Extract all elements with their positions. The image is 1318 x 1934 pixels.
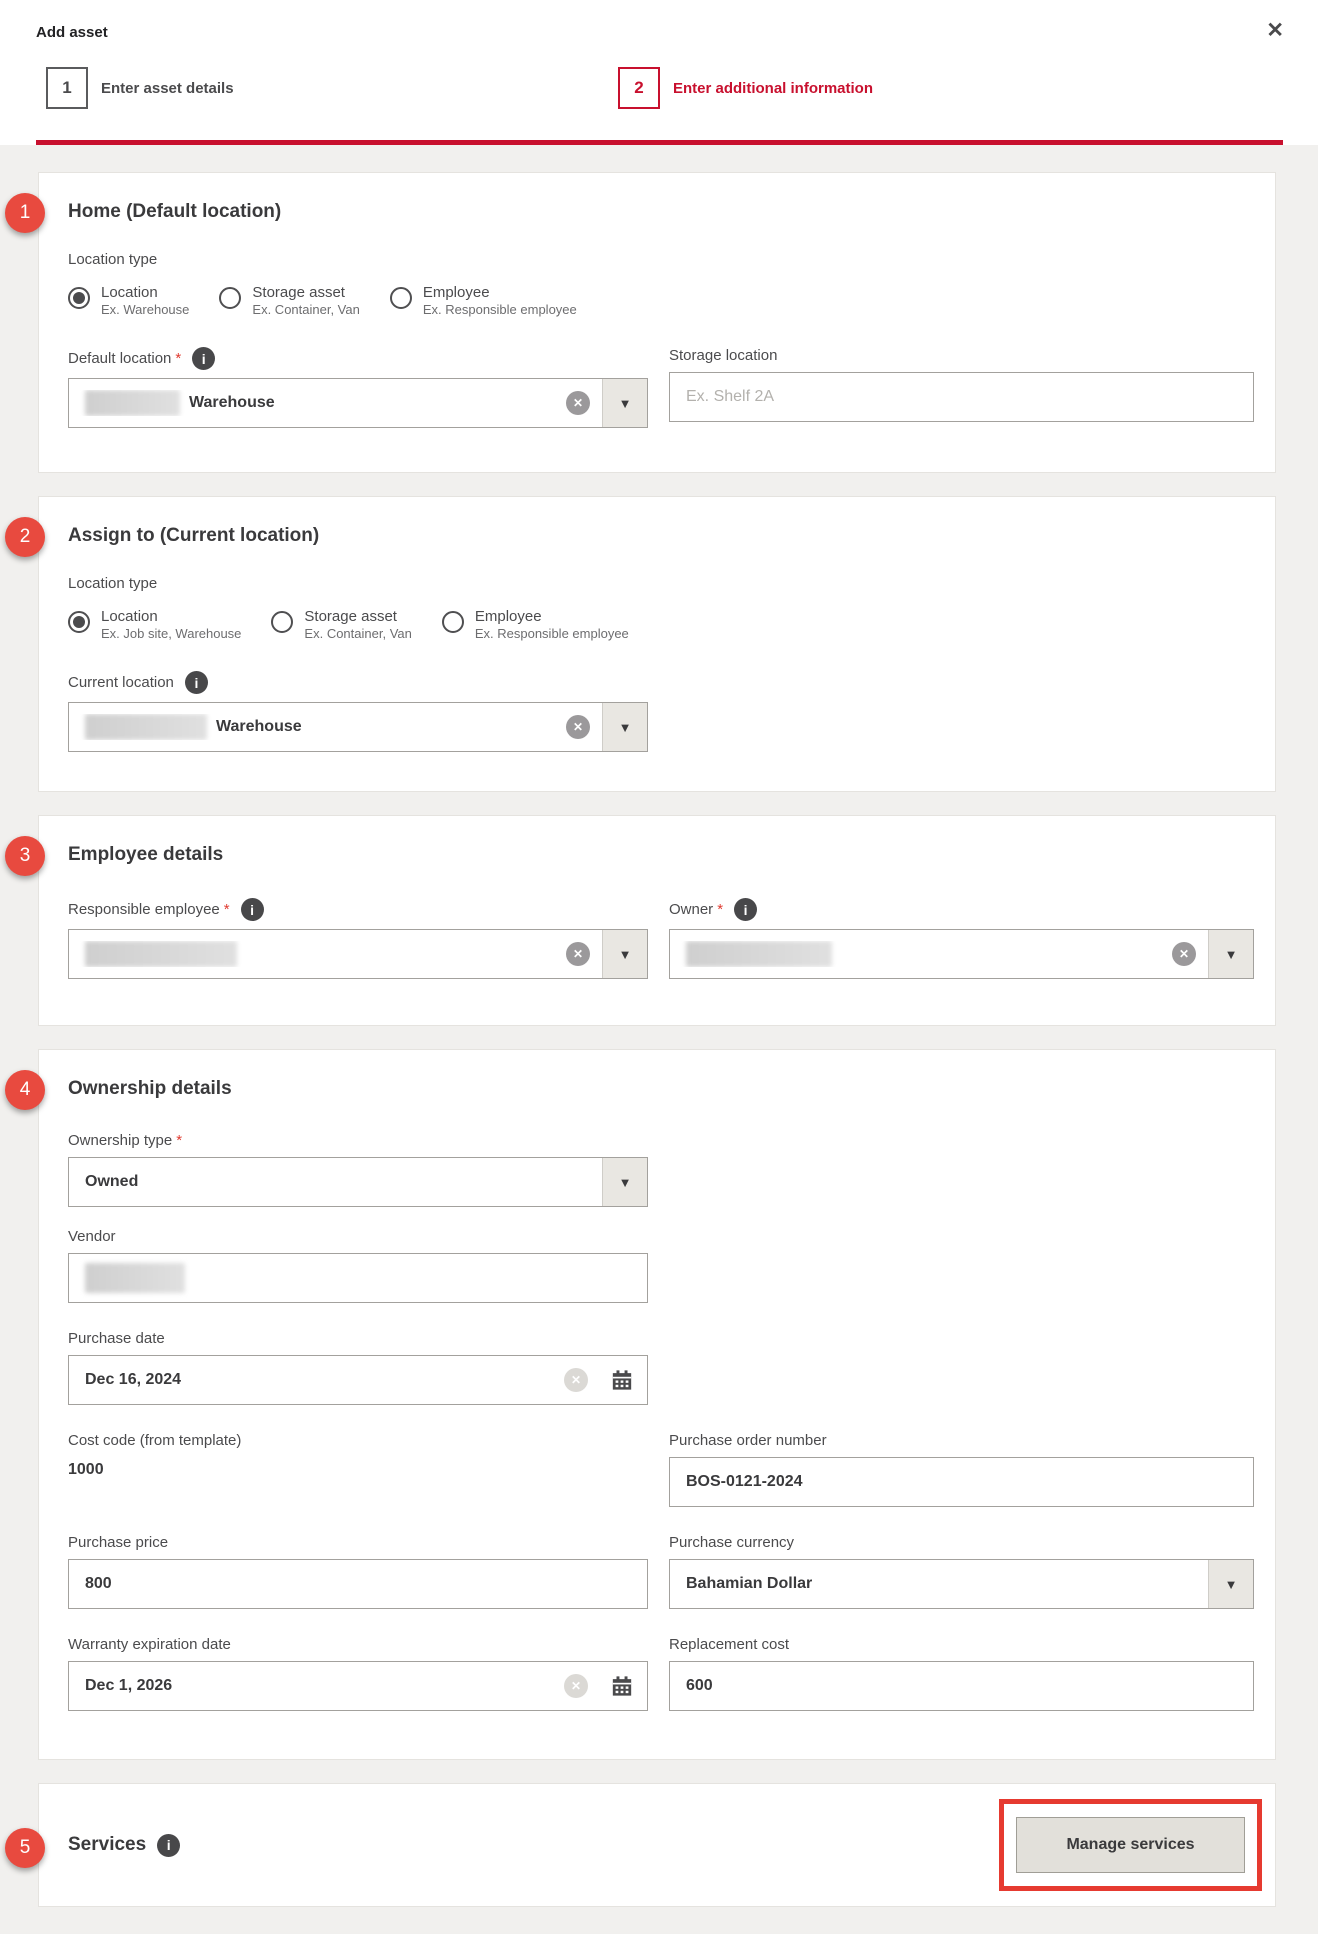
- radio-storage-asset[interactable]: Storage asset Ex. Container, Van: [219, 284, 359, 317]
- info-icon[interactable]: i: [734, 898, 757, 921]
- redacted-value: [85, 390, 180, 416]
- step-tab-enter-additional-information[interactable]: [618, 67, 873, 109]
- default-location-label: Default location * i: [68, 347, 648, 370]
- section-title: Services: [68, 1834, 147, 1855]
- warranty-expiration-date-input[interactable]: Dec 1, 2026 ✕: [68, 1661, 648, 1711]
- annotation-highlight-box: [999, 1799, 1262, 1891]
- step-number-box: 1: [46, 67, 88, 109]
- radio-unselected-icon: [271, 611, 293, 633]
- purchase-date-label: Purchase date: [68, 1330, 165, 1347]
- manage-services-button[interactable]: Manage services: [1016, 1817, 1245, 1873]
- current-location-label: Current location i: [68, 671, 648, 694]
- redacted-value: [686, 941, 832, 967]
- chevron-down-icon[interactable]: ▼: [602, 703, 647, 751]
- cost-code-label: Cost code (from template): [68, 1432, 242, 1449]
- dialog-title: Add asset: [36, 24, 108, 41]
- combo-value-text: Warehouse: [189, 394, 275, 411]
- section-employee-details: [19, 815, 1276, 1026]
- ownership-type-label: Ownership type *: [68, 1132, 183, 1149]
- replacement-cost-label: Replacement cost: [669, 1636, 790, 1653]
- radio-unselected-icon: [442, 611, 464, 633]
- clear-icon[interactable]: ✕: [1172, 942, 1196, 966]
- ownership-type-select[interactable]: [68, 1157, 648, 1207]
- vendor-input[interactable]: [68, 1253, 648, 1303]
- radio-employee[interactable]: Employee Ex. Responsible employee: [390, 284, 577, 317]
- section-title: Employee details: [68, 844, 224, 865]
- info-icon[interactable]: i: [192, 347, 215, 370]
- responsible-employee-label: Responsible employee * i: [68, 898, 648, 921]
- section-title: Assign to (Current location): [68, 525, 320, 546]
- required-marker: *: [175, 350, 182, 367]
- location-type-radio-group: [68, 608, 1246, 641]
- radio-unselected-icon: [390, 287, 412, 309]
- chevron-down-icon[interactable]: ▼: [602, 1158, 647, 1206]
- storage-location-label: Storage location: [669, 347, 778, 364]
- purchase-order-number-label: Purchase order number: [669, 1432, 827, 1449]
- redacted-value: [85, 714, 207, 740]
- radio-storage-asset[interactable]: Storage asset Ex. Container, Van: [271, 608, 411, 641]
- annotation-badge-1: 1: [5, 193, 45, 233]
- radio-location[interactable]: Location Ex. Warehouse: [68, 284, 189, 317]
- purchase-price-input[interactable]: [68, 1559, 648, 1609]
- clear-icon[interactable]: ✕: [566, 715, 590, 739]
- step-tab-enter-asset-details[interactable]: [46, 67, 234, 109]
- vendor-label: Vendor: [68, 1228, 116, 1245]
- annotation-badge-3: 3: [5, 836, 45, 876]
- current-location-combobox[interactable]: [68, 702, 648, 752]
- annotation-badge-5: 5: [5, 1828, 45, 1868]
- section-title: Ownership details: [68, 1078, 232, 1099]
- clear-icon[interactable]: ✕: [564, 1674, 588, 1698]
- section-home-default-location: [19, 172, 1276, 473]
- clear-icon[interactable]: ✕: [566, 942, 590, 966]
- responsible-employee-combobox[interactable]: [68, 929, 648, 979]
- step-label: Enter asset details: [101, 79, 234, 97]
- section-services: [19, 1783, 1276, 1907]
- active-step-underline: [36, 140, 1283, 145]
- redacted-value: [85, 941, 237, 967]
- radio-selected-icon: [68, 611, 90, 633]
- purchase-order-number-input[interactable]: [669, 1457, 1254, 1507]
- purchase-date-input[interactable]: Dec 16, 2024 ✕: [68, 1355, 648, 1405]
- dialog-header: [0, 0, 1318, 145]
- required-marker: *: [223, 901, 230, 918]
- owner-label: Owner * i: [669, 898, 1254, 921]
- chevron-down-icon[interactable]: ▼: [602, 379, 647, 427]
- purchase-price-label: Purchase price: [68, 1534, 169, 1551]
- cost-code-value: 1000: [68, 1461, 104, 1478]
- redacted-value: [85, 1263, 185, 1293]
- section-assign-to-current-location: [19, 496, 1276, 792]
- owner-combobox[interactable]: [669, 929, 1254, 979]
- step-number-box: 2: [618, 67, 660, 109]
- purchase-currency-label: Purchase currency: [669, 1534, 795, 1551]
- radio-employee[interactable]: Employee Ex. Responsible employee: [442, 608, 629, 641]
- replacement-cost-input[interactable]: [669, 1661, 1254, 1711]
- info-icon[interactable]: i: [185, 671, 208, 694]
- chevron-down-icon[interactable]: ▼: [602, 930, 647, 978]
- clear-icon[interactable]: ✕: [566, 391, 590, 415]
- clear-icon[interactable]: ✕: [564, 1368, 588, 1392]
- location-type-label: Location type: [68, 575, 158, 592]
- chevron-down-icon[interactable]: ▼: [1208, 930, 1253, 978]
- annotation-badge-4: 4: [5, 1070, 45, 1110]
- location-type-radio-group: [68, 284, 1246, 317]
- annotation-badge-2: 2: [5, 517, 45, 557]
- info-icon[interactable]: i: [241, 898, 264, 921]
- step-label: Enter additional information: [673, 79, 874, 97]
- select-value-text: Bahamian Dollar: [686, 1575, 813, 1592]
- combo-value-text: Warehouse: [216, 718, 302, 735]
- radio-unselected-icon: [219, 287, 241, 309]
- default-location-combobox[interactable]: [68, 378, 648, 428]
- calendar-icon[interactable]: [610, 1674, 634, 1698]
- close-icon[interactable]: ✕: [1266, 19, 1284, 42]
- purchase-currency-select[interactable]: [669, 1559, 1254, 1609]
- select-value-text: Owned: [85, 1173, 139, 1190]
- required-marker: *: [717, 901, 724, 918]
- info-icon[interactable]: i: [157, 1834, 180, 1857]
- warranty-expiration-date-label: Warranty expiration date: [68, 1636, 231, 1653]
- location-type-label: Location type: [68, 251, 158, 268]
- required-marker: *: [176, 1132, 183, 1149]
- radio-selected-icon: [68, 287, 90, 309]
- calendar-icon[interactable]: [610, 1368, 634, 1392]
- radio-location[interactable]: Location Ex. Job site, Warehouse: [68, 608, 241, 641]
- chevron-down-icon[interactable]: ▼: [1208, 1560, 1253, 1608]
- storage-location-input[interactable]: [669, 372, 1254, 422]
- section-ownership-details: [19, 1049, 1276, 1760]
- section-title: Home (Default location): [68, 201, 282, 222]
